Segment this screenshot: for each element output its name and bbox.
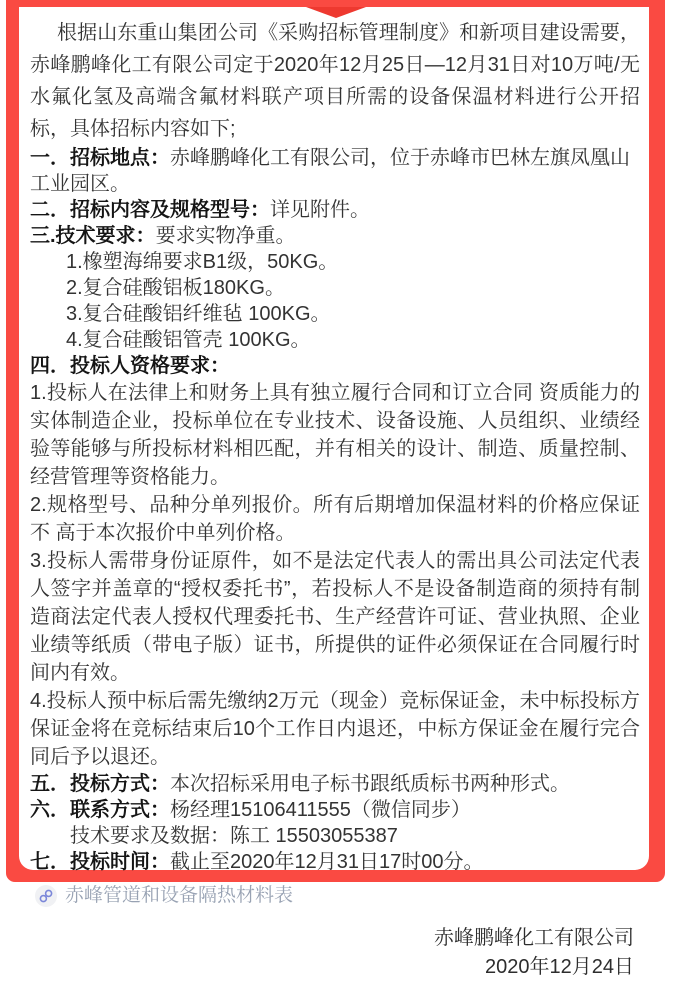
qualification-paragraph: 4.投标人预中标后需先缴纳2万元（现金）竞标保证金，未中标投标方保证金将在竞标结束后10个工作日内退还，中标方保证金在履行完合同后予以退还。 (30, 690, 640, 768)
qualification-paragraph: 3.投标人需带身份证原件，如不是法定代表人的需出具公司法定代表人签字并盖章的“授权委托书”，若投标人不是设备制造商的须持有制造商法定代表人授权代理委托书、生产经营许可证、营业执照、企业业绩等纸质（带电子版）证书，所提供的证件必须保证在合同履行时间内有效。 (30, 550, 640, 684)
item-label: 二．招标内容及规格型号： (30, 199, 270, 221)
tech-spec-item: 4.复合硅酸铝管壳 100KG。 (66, 329, 311, 351)
item-tech-requirements (30, 223, 640, 249)
contact-sub-line: 技术要求及数据：陈工 15503055387 (70, 825, 398, 847)
top-notch-triangle-icon (306, 7, 366, 18)
item-text: 截止至2020年12月31日17时00分。 (170, 851, 484, 873)
item-contact (30, 797, 640, 823)
item-label: 四．投标人资格要求： (30, 355, 230, 377)
intro-paragraph: 根据山东重山集团公司《采购招标管理制度》和新项目建设需要，赤峰鹏峰化工有限公司定于2020年12月25日—12月31日对10万吨/无水氟化氢及高端含氟材料联产项目所需的设备保温材料进行公开招标，具体招标内容如下; (30, 22, 640, 140)
item-bid-location (30, 145, 640, 197)
attachment-link[interactable] (35, 884, 640, 908)
signature-block (30, 924, 640, 982)
item-text: 赤峰鹏峰化工有限公司，位于赤峰市巴林左旗凤凰山工业园区。 (30, 147, 630, 195)
item-bid-content (30, 197, 640, 223)
document-page (19, 7, 649, 978)
item-bidder-qualifications (30, 353, 640, 379)
item-bid-method (30, 771, 640, 797)
red-border-frame (6, 0, 665, 978)
signature-company: 赤峰鹏峰化工有限公司 (434, 927, 634, 949)
item-label: 三.技术要求： (30, 225, 156, 247)
item-text: 杨经理15106411555（微信同步） (170, 799, 471, 821)
item-label: 五．投标方式： (30, 773, 170, 795)
qualification-paragraph: 2.规格型号、品种分单列报价。所有后期增加保温材料的价格应保证不 高于本次报价中单列价格。 (30, 494, 640, 544)
tech-spec-item: 1.橡塑海绵要求B1级，50KG。 (66, 251, 339, 273)
item-text: 详见附件。 (270, 199, 370, 221)
link-icon (35, 885, 57, 907)
attachment-link-label[interactable]: 赤峰管道和设备隔热材料表 (65, 885, 294, 906)
item-label: 七．投标时间： (30, 851, 170, 873)
item-bid-deadline (30, 849, 640, 875)
tech-spec-item: 3.复合硅酸铝纤维毡 100KG。 (66, 303, 331, 325)
qualification-paragraph: 1.投标人在法律上和财务上具有独立履行合同和订立合同 资质能力的实体制造企业，投标单位在专业技术、设备设施、人员组织、业绩经验等能够与所投标材料相匹配，并有相关的设计、制造、质量控制、经营管理等资格能力。 (30, 382, 640, 488)
item-label: 六．联系方式： (30, 799, 170, 821)
item-text: 要求实物净重。 (155, 225, 296, 247)
tech-spec-item: 2.复合硅酸铝板180KG。 (66, 277, 285, 299)
signature-date: 2020年12月24日 (485, 956, 634, 978)
item-text: 本次招标采用电子标书跟纸质标书两种形式。 (170, 773, 570, 795)
item-label: 一．招标地点： (30, 147, 170, 169)
